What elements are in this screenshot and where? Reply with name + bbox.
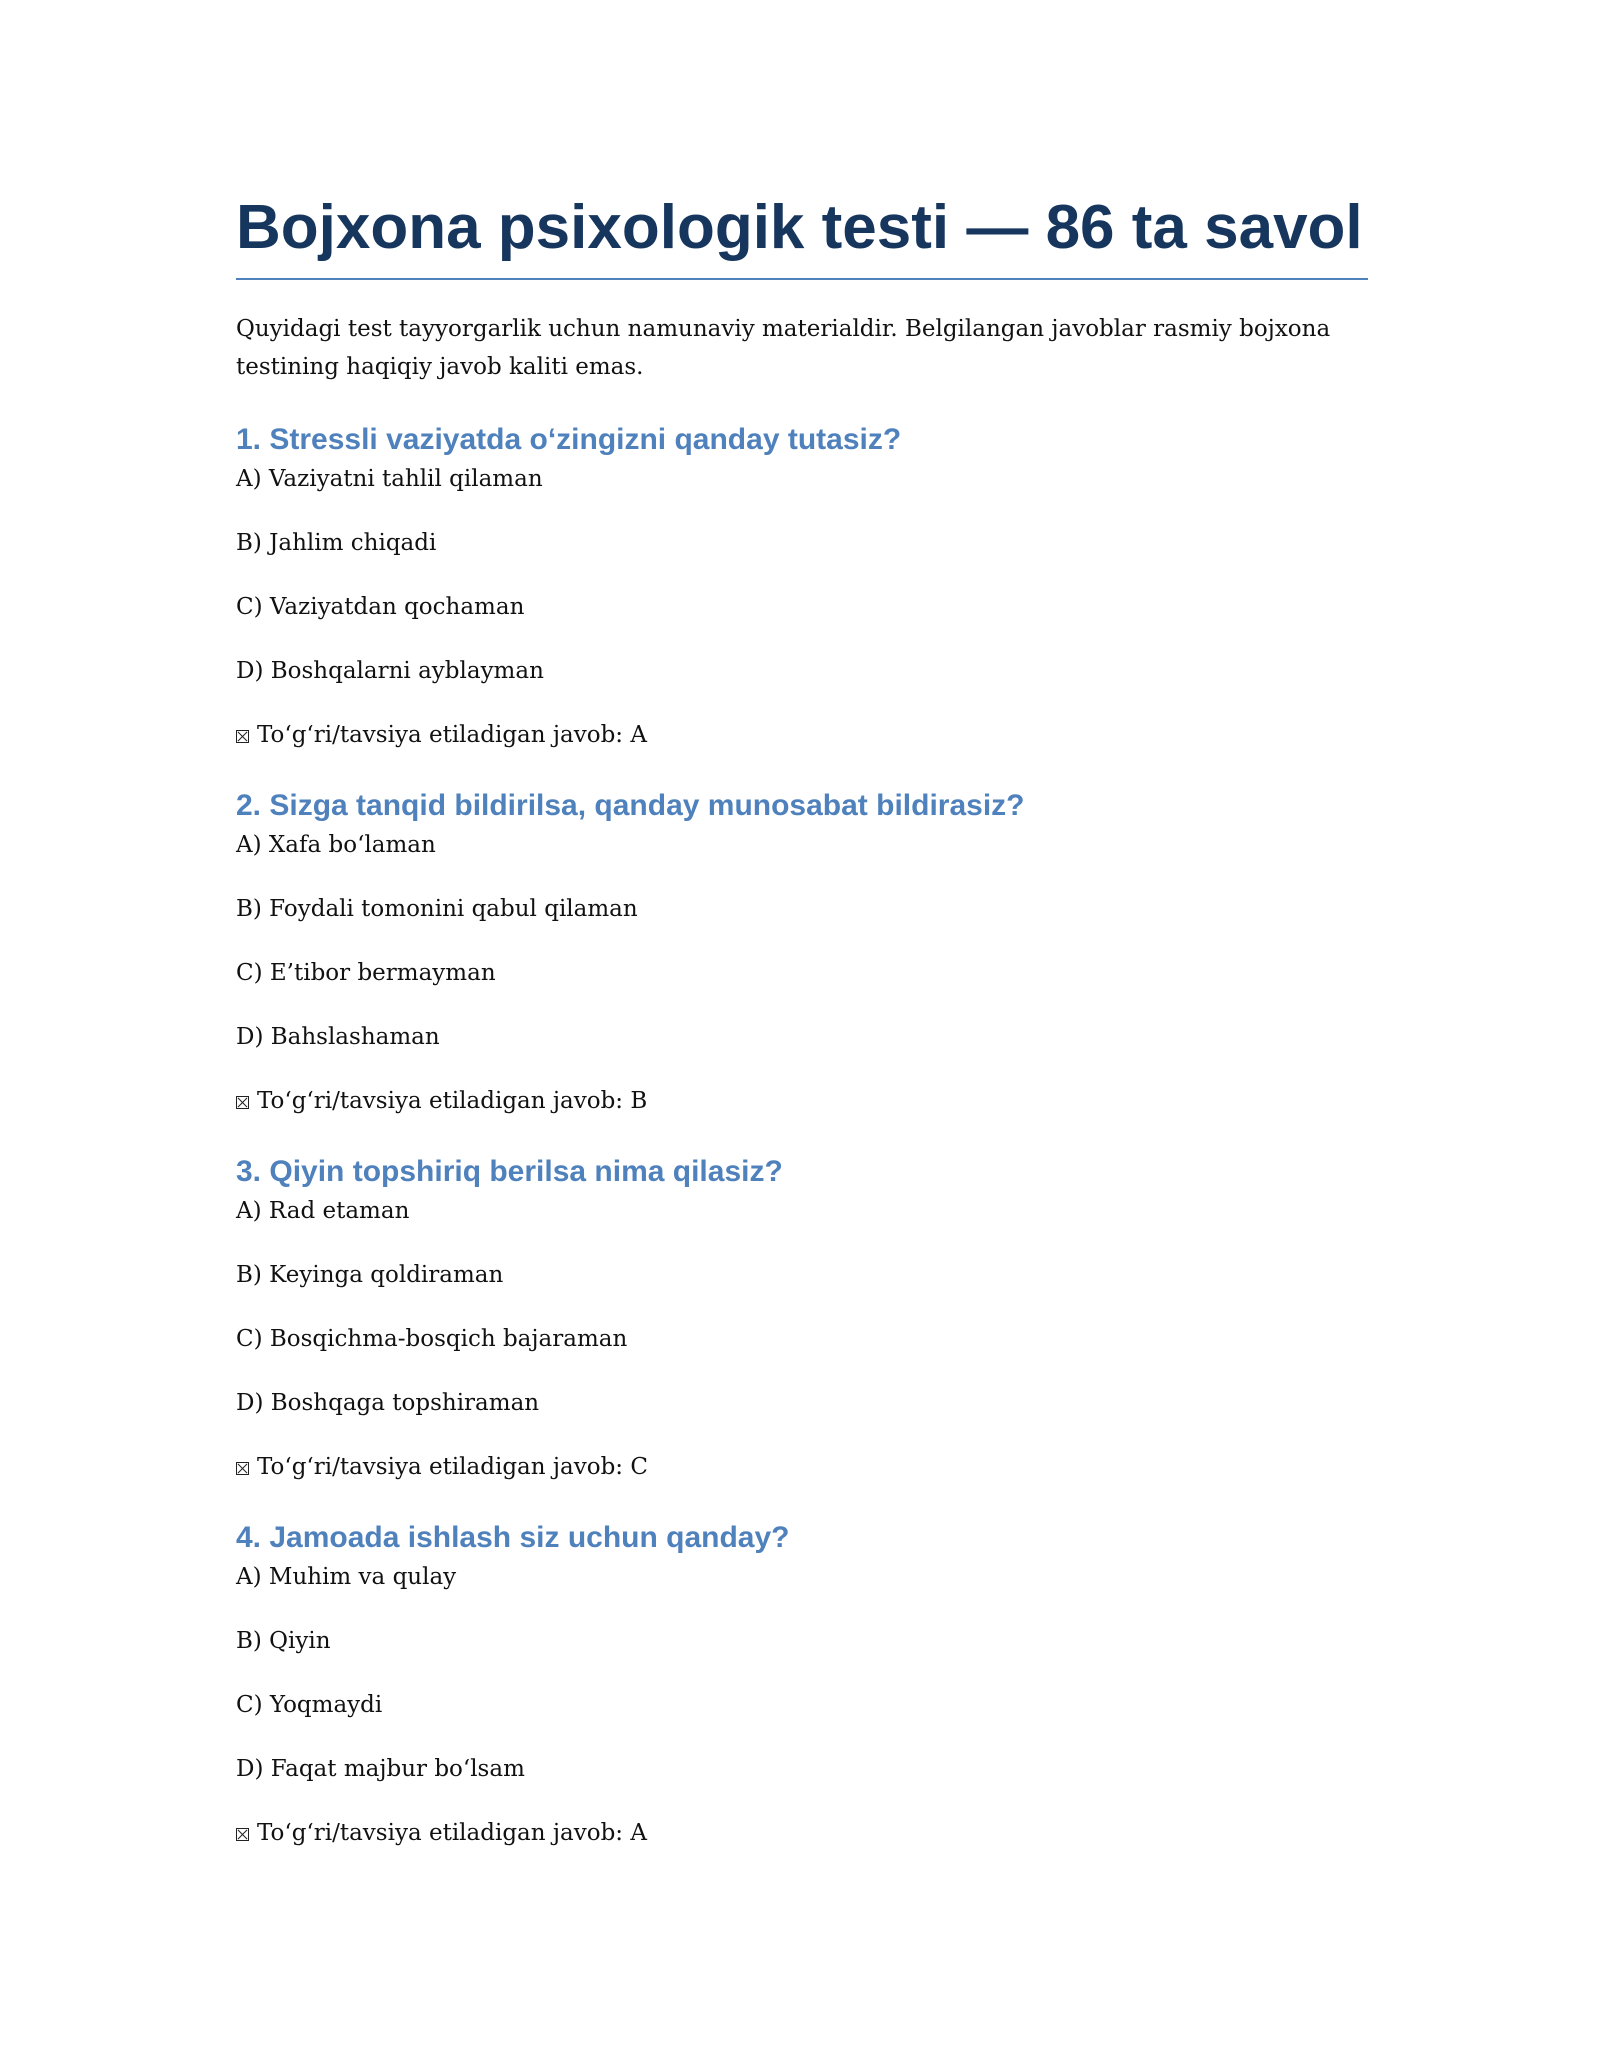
question-heading: 2. Sizga tanqid bildirilsa, qanday munosabat bildirasiz? <box>236 789 1025 822</box>
option-b: B) Jahlim chiqadi <box>236 530 437 556</box>
option-d: D) Boshqalarni ayblayman <box>236 658 544 684</box>
answer-line <box>236 1086 1368 1118</box>
checkbox-x-icon <box>236 1828 249 1841</box>
checkbox-x-icon <box>236 730 249 743</box>
option-d: D) Bahslashaman <box>236 1024 440 1050</box>
question-heading: 3. Qiyin topshiriq berilsa nima qilasiz? <box>236 1155 783 1188</box>
option-c: C) Yoqmaydi <box>236 1692 383 1718</box>
option-b: B) Keyinga qoldiraman <box>236 1262 504 1288</box>
question-block-2 <box>236 786 1368 1118</box>
answer-line <box>236 1818 1368 1850</box>
option-d: D) Boshqaga topshiraman <box>236 1390 540 1416</box>
option-c: C) E’tibor bermayman <box>236 960 496 986</box>
answer-text: To‘g‘ri/tavsiya etiladigan javob: A <box>257 1820 647 1846</box>
page-title: Bojxona psixologik testi — 86 ta savol <box>236 190 1368 280</box>
option-a: A) Rad etaman <box>236 1198 410 1224</box>
question-block-3 <box>236 1152 1368 1484</box>
option-c: C) Bosqichma-bosqich bajaraman <box>236 1326 628 1352</box>
answer-text: To‘g‘ri/tavsiya etiladigan javob: A <box>257 722 647 748</box>
question-heading: 1. Stressli vaziyatda o‘zingizni qanday tutasiz? <box>236 423 902 456</box>
intro-paragraph: Quyidagi test tayyorgarlik uchun namunaviy materialdir. Belgilangan javoblar rasmiy bojxona testining haqiqiy javob kaliti emas. <box>236 316 1331 380</box>
question-block-4 <box>236 1518 1368 1850</box>
option-c: C) Vaziyatdan qochaman <box>236 594 525 620</box>
question-block-1 <box>236 420 1368 752</box>
answer-text: To‘g‘ri/tavsiya etiladigan javob: B <box>257 1088 648 1114</box>
checkbox-x-icon <box>236 1462 249 1475</box>
option-a: A) Muhim va qulay <box>236 1564 457 1590</box>
option-a: A) Vaziyatni tahlil qilaman <box>236 466 543 492</box>
option-d: D) Faqat majbur bo‘lsam <box>236 1756 525 1782</box>
answer-line <box>236 720 1368 752</box>
option-a: A) Xafa bo‘laman <box>236 832 436 858</box>
document-body <box>236 190 1368 1850</box>
option-b: B) Qiyin <box>236 1628 331 1654</box>
checkbox-x-icon <box>236 1096 249 1109</box>
option-b: B) Foydali tomonini qabul qilaman <box>236 896 638 922</box>
answer-text: To‘g‘ri/tavsiya etiladigan javob: C <box>257 1454 648 1480</box>
question-heading: 4. Jamoada ishlash siz uchun qanday? <box>236 1521 790 1554</box>
answer-line <box>236 1452 1368 1484</box>
